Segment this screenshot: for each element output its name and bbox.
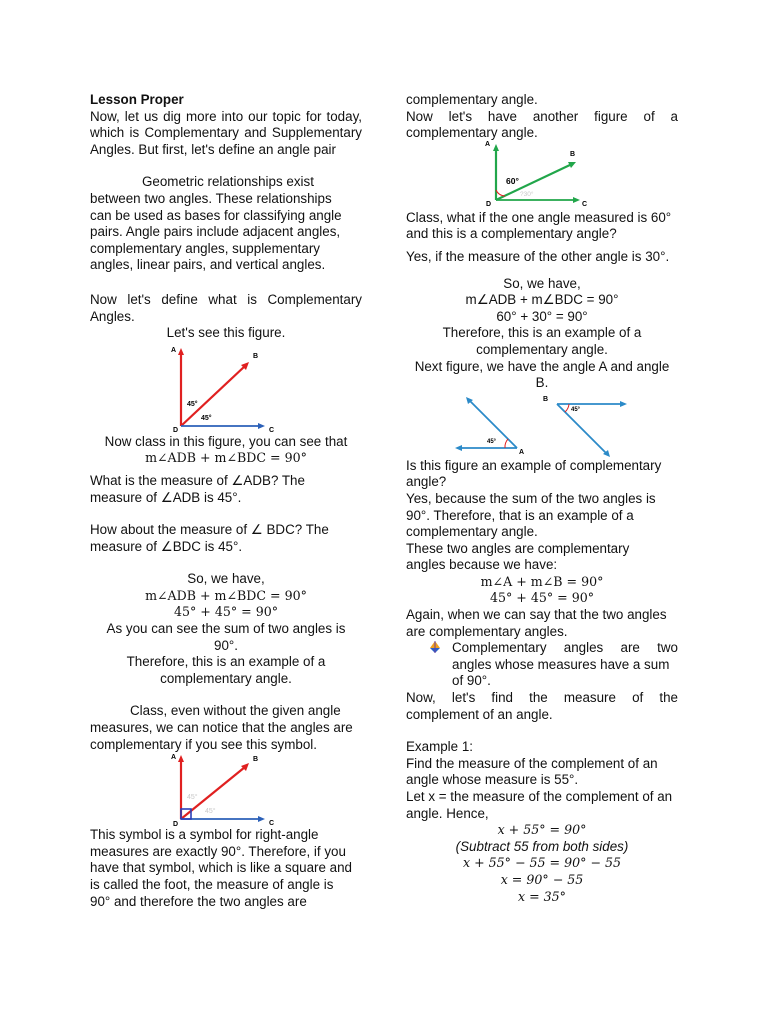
equation-4: 45° + 45° = 90° <box>489 590 595 606</box>
continued-line: complementary angle. <box>406 92 538 107</box>
label-c: C <box>582 200 588 208</box>
geo-line: Geometric relationships exist <box>142 174 314 190</box>
therefore-line: Therefore, this is an example of a <box>442 325 642 341</box>
bullet-line: Complementary angles are two <box>452 640 678 656</box>
angle-label-adb: 45° <box>187 400 198 408</box>
label-b: B <box>570 150 576 158</box>
symbol-line: 90° and therefore the two angles are <box>90 893 307 909</box>
define-line: Angles. <box>90 308 135 324</box>
geo-line: between two angles. These relationships <box>90 190 332 206</box>
geo-line: complementary angles, supplementary <box>90 240 320 256</box>
bullet-line: angles whose measures have a sum <box>452 656 670 672</box>
example-line: angle whose measure is 55°. <box>406 772 579 788</box>
angle-arc-b <box>565 404 569 412</box>
these-angles-line: angles because we have: <box>406 557 558 573</box>
next-figure-line: B. <box>535 375 549 391</box>
class-line: Class, even without the given angle <box>130 703 341 719</box>
next-figure-line: Next figure, we have the angle A and angle <box>414 358 670 374</box>
equation-3: m∠A + m∠B = 90° <box>480 573 604 589</box>
label-d: D <box>486 200 492 208</box>
label-d: D <box>173 821 179 829</box>
angle-label-b: 45° <box>571 406 581 413</box>
so-we-have: So, we have, <box>187 571 265 587</box>
yes-line: Yes, if the measure of the other angle is 30°. <box>406 248 670 264</box>
solution-1: x + 55° = 90° <box>497 822 587 838</box>
solution-2: x + 55° − 55 = 90° − 55 <box>462 855 622 871</box>
find-line: Now, let's find the measure of the <box>406 690 678 706</box>
angle-label-60: 60° <box>506 175 519 186</box>
find-line: complement of an angle. <box>406 706 553 722</box>
therefore-line: Therefore, this is an example of a <box>126 654 326 670</box>
yes-because-line: complementary angle. <box>406 524 538 540</box>
arrow-c <box>573 197 580 203</box>
another-line: Now let's have another figure of a <box>406 108 678 124</box>
therefore-line: complementary angle. <box>476 341 608 357</box>
example-line: angle. Hence, <box>406 805 489 821</box>
arrow-a <box>493 144 499 151</box>
is-example-line: angle? <box>406 474 447 490</box>
again-line: are complementary angles. <box>406 623 568 639</box>
label-a: A <box>171 754 177 762</box>
geo-line: angles, linear pairs, and vertical angles. <box>90 257 326 273</box>
ray-db <box>181 366 245 426</box>
symbol-line: is called the foot, the measure of angle is <box>90 877 334 892</box>
label-b: B <box>543 395 549 403</box>
solution-4: x = 35° <box>518 888 566 904</box>
symbol-line: have that symbol, which is like a square and <box>90 860 353 876</box>
see-figure-line: Let's see this figure. <box>166 325 286 341</box>
figure-4 <box>447 392 637 458</box>
geo-line: pairs. Angle pairs include adjacent angles, <box>90 224 341 240</box>
define-line: Now let's define what is Complementary <box>90 291 362 307</box>
label-c: C <box>269 426 275 434</box>
label-a: A <box>519 448 525 456</box>
geo-line: can be used as bases for classifying angle <box>90 207 342 223</box>
symbol-line: measures are exactly 90°. Therefore, if you <box>90 843 346 859</box>
class-question-line: and this is a complementary angle? <box>406 226 617 242</box>
question-adb: What is the measure of ∠ADB? The <box>90 472 305 488</box>
figure-1 <box>171 342 281 434</box>
another-line: complementary angle. <box>406 125 538 141</box>
class-question-line: Class, what if the one angle measured is 60° <box>406 209 672 225</box>
definition-bullet <box>406 640 678 690</box>
right-column <box>406 92 678 905</box>
arrow-a <box>178 348 184 355</box>
solution-3: x = 90° − 55 <box>500 871 584 887</box>
label-b: B <box>253 756 259 764</box>
angle-label-a: 45° <box>487 438 497 445</box>
label-b: B <box>253 352 259 360</box>
angle-label-30-faded: ?30° <box>520 190 534 198</box>
example-line: Let x = the measure of the complement of an <box>406 789 673 804</box>
left-column <box>90 92 362 910</box>
label-d: D <box>173 426 179 434</box>
sum-line: As you can see the sum of two angles is <box>106 621 346 637</box>
label-c: C <box>269 820 275 828</box>
ray-b-diagonal <box>557 404 607 454</box>
figure-2 <box>171 753 281 827</box>
these-angles-line: These two angles are complementary <box>406 540 630 556</box>
symbol-line: This symbol is a symbol for right-angle <box>90 827 319 843</box>
now-class-line: Now class in this figure, you can see that <box>104 433 348 449</box>
equation-2: m∠ADB + m∠BDC = 90° <box>145 587 307 603</box>
intro-line: which is Complementary and Supplementary <box>90 125 362 141</box>
example-label: Example 1: <box>406 739 473 755</box>
angle-arc <box>496 190 505 196</box>
label-a: A <box>171 346 177 354</box>
equation-sum: m∠ADB + m∠BDC = 90° <box>145 450 307 466</box>
intro-line: Now, let us dig more into our topic for today, <box>90 108 362 124</box>
question-bdc: How about the measure of ∠ BDC? The <box>90 522 329 538</box>
arrow-c <box>258 423 265 429</box>
equation-2: 60° + 30° = 90° <box>496 308 588 324</box>
yes-because-line: Yes, because the sum of the two angles is <box>406 490 656 506</box>
class-line: complementary if you see this symbol. <box>90 736 317 752</box>
is-example-line: Is this figure an example of complementary <box>406 457 662 473</box>
intro-line: Angles. But first, let's define an angle pair <box>90 141 336 157</box>
class-line: measures, we can notice that the angles are <box>90 720 353 736</box>
bullet-icon <box>428 640 452 659</box>
angle-label-adb-faded: 45° <box>187 794 198 802</box>
therefore-line: complementary angle. <box>160 670 292 686</box>
figure-3 <box>486 142 598 210</box>
so-we-have: So, we have, <box>503 275 581 291</box>
lesson-heading: Lesson Proper <box>90 92 184 107</box>
equation-1: m∠ADB + m∠BDC = 90° <box>465 292 619 308</box>
angle-arc-a <box>505 439 508 448</box>
solution-note: (Subtract 55 from both sides) <box>455 838 629 854</box>
example-line: Find the measure of the complement of an <box>406 755 658 771</box>
equation-3: 45° + 45° = 90° <box>173 604 279 620</box>
angle-label-bdc: 45° <box>201 414 212 422</box>
sum-line: 90°. <box>214 637 238 653</box>
bullet-line: of 90°. <box>452 673 491 689</box>
again-line: Again, when we can say that the two angles <box>406 607 667 623</box>
angle-label-bdc-faded: 45° <box>205 808 216 816</box>
arrow-a <box>178 755 184 762</box>
label-a: A <box>485 140 491 148</box>
arrow-c <box>258 816 265 822</box>
answer-adb: measure of ∠ADB is 45°. <box>90 489 242 505</box>
yes-because-line: 90°. Therefore, that is an example of a <box>406 507 634 523</box>
answer-bdc: measure of ∠BDC is 45°. <box>90 538 243 554</box>
arrow-a1 <box>455 445 462 451</box>
arrow-b1 <box>620 401 627 407</box>
